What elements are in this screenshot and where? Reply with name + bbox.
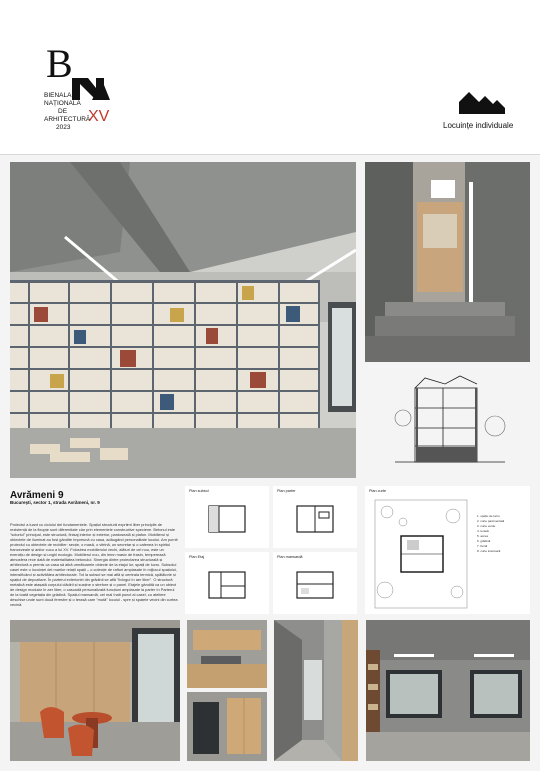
plan-mansarda-panel — [273, 552, 357, 614]
plan-subsol-panel — [185, 486, 269, 548]
kitchen-photo — [187, 620, 267, 688]
plan-legend — [477, 514, 504, 554]
logo-edition: XV — [88, 108, 110, 125]
logo-wordmark — [44, 92, 90, 132]
legend-item: 4. terasă — [477, 529, 489, 533]
storage-photo — [187, 692, 267, 761]
logo-line: 2023 — [56, 124, 71, 131]
legend-item: 1. spațiu de lucru — [477, 514, 500, 518]
logo-letter-b: B — [46, 41, 72, 86]
corridor-photo — [274, 620, 358, 761]
legend-item: 6. grădină — [477, 539, 491, 543]
legend-item: 7. livină — [477, 544, 488, 548]
legend-item: 3. curte verde — [477, 524, 496, 528]
houses-icon — [459, 88, 505, 114]
logo-line: BIENALA — [44, 92, 72, 99]
logo-line: NAȚIONALĂ — [44, 100, 81, 107]
plan-curte-panel — [365, 486, 530, 614]
logo-line: ARHITECTURĂ — [44, 116, 91, 123]
plan-subsol-label: Plan subsol — [189, 489, 209, 493]
project-title: Avrămeni 9 — [10, 490, 64, 501]
library-photo — [10, 162, 356, 478]
plan-etaj-panel — [185, 552, 269, 614]
legend-item: 5. acces — [477, 534, 489, 538]
legend-item: 2. curte pavimentată — [477, 519, 505, 523]
plan-etaj-label: Plan Etaj — [189, 555, 205, 559]
plan-mansarda-label: Plan mansardă — [277, 555, 303, 559]
logo-line: DE — [58, 108, 68, 115]
plan-parter-panel — [273, 486, 357, 548]
office-photo — [366, 620, 530, 761]
legend-item: 8. curte interioară — [477, 549, 501, 553]
project-address: București, sector 1, strada Avrămeni, nr. 9 — [10, 500, 100, 505]
project-description: Proiectul a luant cu ciclului dei fundamentele. Spațiul structură expriimt liber principile de rezistență de la fixopțe sunt diferentiate clar prin elementele constructive speciene. Betonul este "sctoriul" principal, este structură, finisaj interior și exterior, pardoseală și plafon. Mobilierul și obiectele de iluminat au fost gândite împreună cu casa, adăugând personalitate locului. Am pornit proiectul cu obiectele de mobilier: secție, o masă, o vitrină, un secretar și o cafenea în spiritul francezeale și anilor cucu a lui XV. Folosirea mobilierului vechi, alături de cel nou, este un exercițiu de design și unghi ecologic. Mobilierul nou, din lemn masiv de frasin, temperează atmosfera rece dată de materialitatea betonului. Sinergia dintre proiectarea structurală și arhitectură a permis ca casa să aibă următoarele obiecte de la etajul lor, spații de lucru. Subsolul casei este o locuinței dei marilor relații spații – o colecție de rafturi amplasate în mijlocul spațiului, intensificând și activitătea arhitecturale. Tot la subsol se mai află și centrala termică, spălătorie și spațiul de depozitare. În parterul exterioriei din grădinii se află "livingul în aer liber". O structură metalică este atașată corpului clădirii și susține o strefore și o panel. Etajele gândită ca un obiect de design modular în aer liber, o cascadă personalizată funcțiuni amplasate la parter în Parterul de la toată vegetația din grădină. Spațiul mansardă, cel mai înalt punct al casei, cu ateliere deschise unde sunt două ferestre și o terasă care "mută" locuiul - spre și spațele vecini din curtea vecină. — [10, 522, 178, 607]
plan-curte-label: Plan curte — [369, 489, 387, 493]
stair-photo — [365, 162, 530, 362]
dining-photo — [10, 620, 180, 761]
plan-parter-label: Plan parter — [277, 489, 296, 493]
category-label: Locuințe individuale — [443, 121, 514, 130]
section-drawing — [365, 366, 530, 478]
